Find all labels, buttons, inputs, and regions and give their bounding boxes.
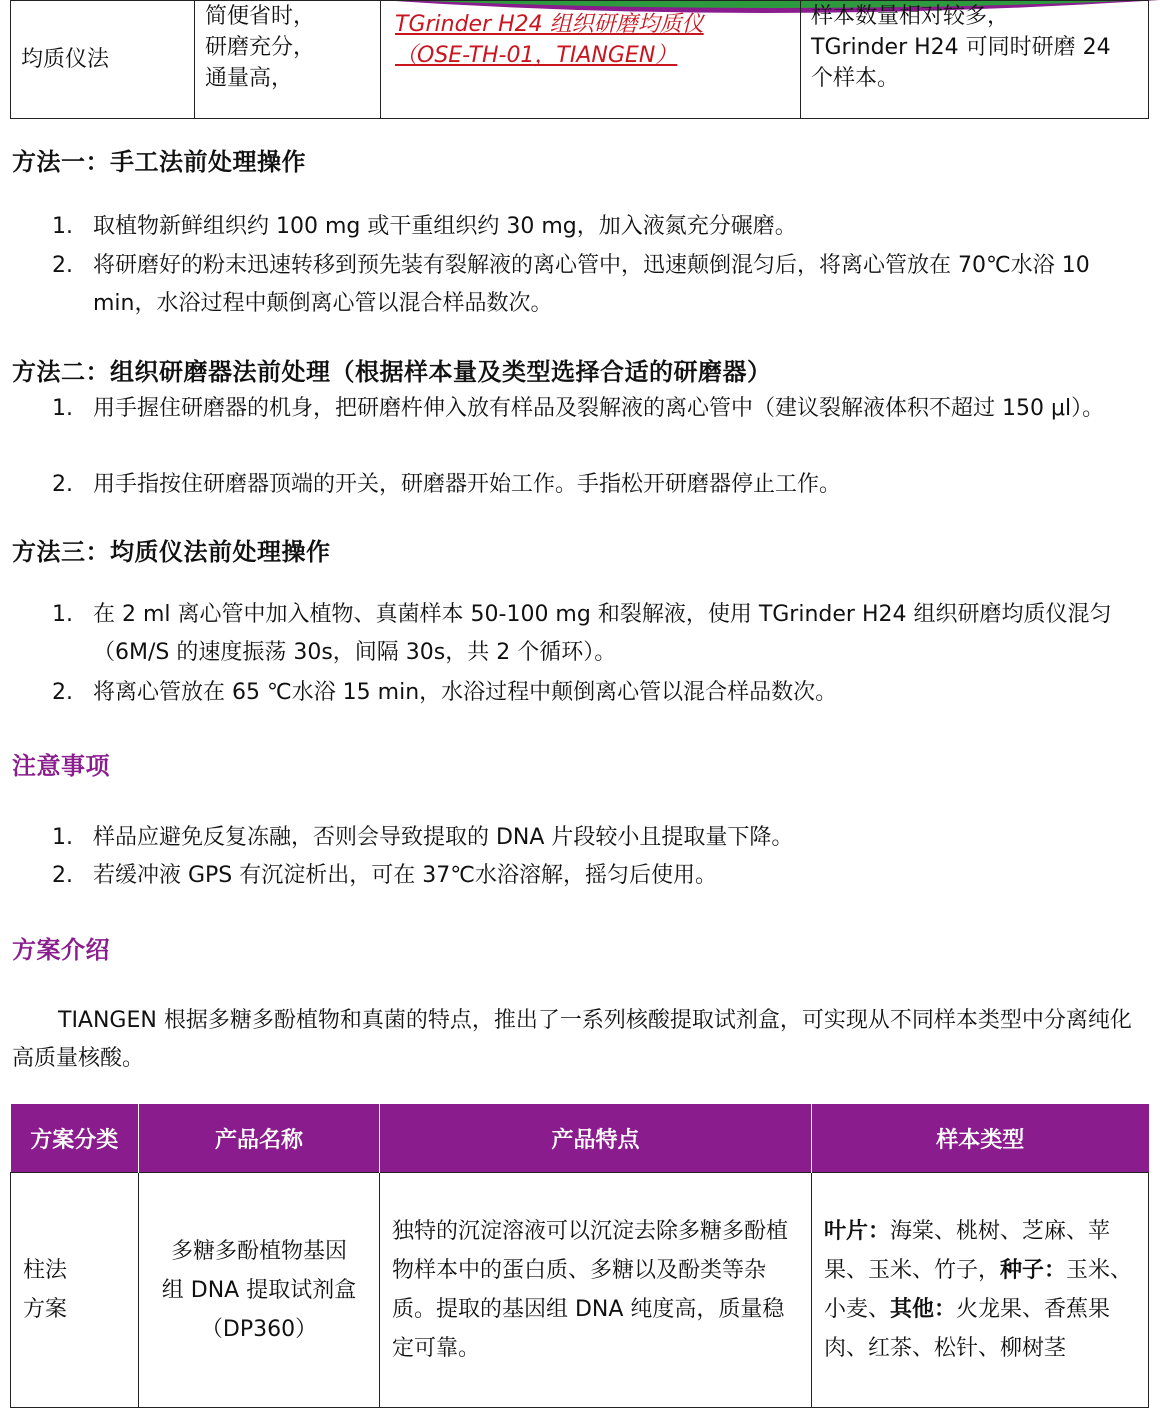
product-table (10, 1104, 1149, 1408)
sample-other-list: 火龙果、香蕉果肉、红茶、松针、柳树茎 (824, 1297, 1111, 1361)
product-name-cell (139, 1173, 380, 1408)
method3-heading: 方法三：均质仪法前处理操作 (12, 538, 331, 566)
list-number: 1. (52, 825, 73, 850)
list-number: 1. (52, 214, 73, 239)
list-text: 若缓冲液 GPS 有沉淀析出，可在 37℃水浴溶解，摇匀后使用。 (93, 863, 717, 888)
list-text: 将研磨好的粉末迅速转移到预先装有裂解液的离心管中，迅速颠倒混匀后，将离心管放在 70℃水浴 10 min，水浴过程中颠倒离心管以混合样品数次。 (93, 253, 1090, 316)
list-number: 1. (52, 602, 73, 627)
notes-cell (801, 1, 1149, 119)
list-item (52, 390, 1152, 428)
list-text: 用手握住研磨器的机身，把研磨杵伸入放有样品及裂解液的离心管中（建议裂解液体积不超过 150 μl）。 (93, 396, 1105, 421)
product-name-line: 多糖多酚植物基因 (170, 1238, 347, 1264)
list-number: 2. (52, 472, 73, 497)
list-item (52, 208, 1152, 246)
column-header: 方案分类 (11, 1104, 139, 1173)
table-header-row (11, 1104, 1149, 1173)
sample-leaf-list: 海棠、桃树、芝麻、苹果、玉米、竹子， (824, 1219, 1111, 1283)
instrument-link-model[interactable]: （OSE-TH-01，TIANGEN） (395, 43, 678, 68)
feature-line: 简便省时， (205, 4, 316, 29)
column-header: 产品特点 (380, 1104, 812, 1173)
list-item (52, 247, 1152, 323)
note-line: 个样本。 (811, 66, 900, 91)
list-text: 取植物新鲜组织约 100 mg 或干重组织约 30 mg，加入液氮充分碾磨。 (93, 214, 797, 239)
column-header: 样本类型 (812, 1104, 1149, 1173)
table-row (11, 1, 1149, 119)
column-header: 产品名称 (139, 1104, 380, 1173)
feature-line: 通量高， (205, 66, 294, 91)
list-number: 2. (52, 863, 73, 888)
list-item (52, 857, 1152, 895)
sample-label-seed: 种子： (1000, 1258, 1067, 1283)
list-text: 用手指按住研磨器顶端的开关，研磨器开始工作。手指松开研磨器停止工作。 (93, 472, 842, 497)
intro-paragraph: TIANGEN 根据多糖多酚植物和真菌的特点，推出了一系列核酸提取试剂盒，可实现从不同样本类型中分离纯化高质量核酸。 (12, 1008, 1132, 1071)
list-item (52, 596, 1152, 672)
method-cell: 均质仪法 (11, 1, 195, 119)
list-number: 2. (52, 253, 73, 278)
sample-type-cell (812, 1173, 1149, 1408)
method2-heading: 方法二：组织研磨器法前处理（根据样本量及类型选择合适的研磨器） (12, 358, 772, 386)
list-text: 将离心管放在 65 ℃水浴 15 min，水浴过程中颠倒离心管以混合样品数次。 (93, 680, 838, 705)
intro-heading: 方案介绍 (12, 936, 110, 964)
list-text: 在 2 ml 离心管中加入植物、真菌样本 50-100 mg 和裂解液，使用 TGrinder H24 组织研磨均质仪混匀（6M/S 的速度振荡 30s，间隔 30s，共 2 个循环）。 (93, 602, 1112, 665)
list-number: 2. (52, 680, 73, 705)
notes-heading: 注意事项 (12, 752, 110, 780)
instrument-cell (381, 1, 801, 119)
feature-line: 研磨充分， (205, 35, 316, 60)
sample-label-leaf: 叶片： (824, 1219, 891, 1244)
list-item (52, 819, 1152, 857)
category-cell (11, 1173, 139, 1408)
list-number: 1. (52, 396, 73, 421)
list-item (52, 674, 1152, 712)
product-name-line: 组 DNA 提取试剂盒 (161, 1277, 357, 1303)
sample-label-other: 其他： (890, 1297, 957, 1322)
note-line: TGrinder H24 可同时研磨 24 (811, 35, 1111, 60)
category-line: 方案 (23, 1297, 68, 1322)
instrument-link[interactable]: TGrinder H24 组织研磨均质仪 (395, 12, 704, 37)
features-cell (195, 1, 381, 119)
category-line: 柱法 (23, 1258, 68, 1283)
product-code: （DP360） (200, 1316, 318, 1342)
method-comparison-table-continued (10, 0, 1149, 119)
method1-heading: 方法一：手工法前处理操作 (12, 148, 306, 176)
note-line: 样本数量相对较多， (811, 4, 1010, 29)
sample-seed-list: 玉米、小麦、 (824, 1258, 1133, 1322)
list-text: 样品应避免反复冻融，否则会导致提取的 DNA 片段较小且提取量下降。 (93, 825, 794, 850)
list-item (52, 466, 1152, 504)
product-feature-cell: 独特的沉淀溶液可以沉淀去除多糖多酚植物样本中的蛋白质、多糖以及酚类等杂质。提取的基因组 DNA 纯度高，质量稳定可靠。 (380, 1173, 812, 1408)
table-row (11, 1173, 1149, 1408)
